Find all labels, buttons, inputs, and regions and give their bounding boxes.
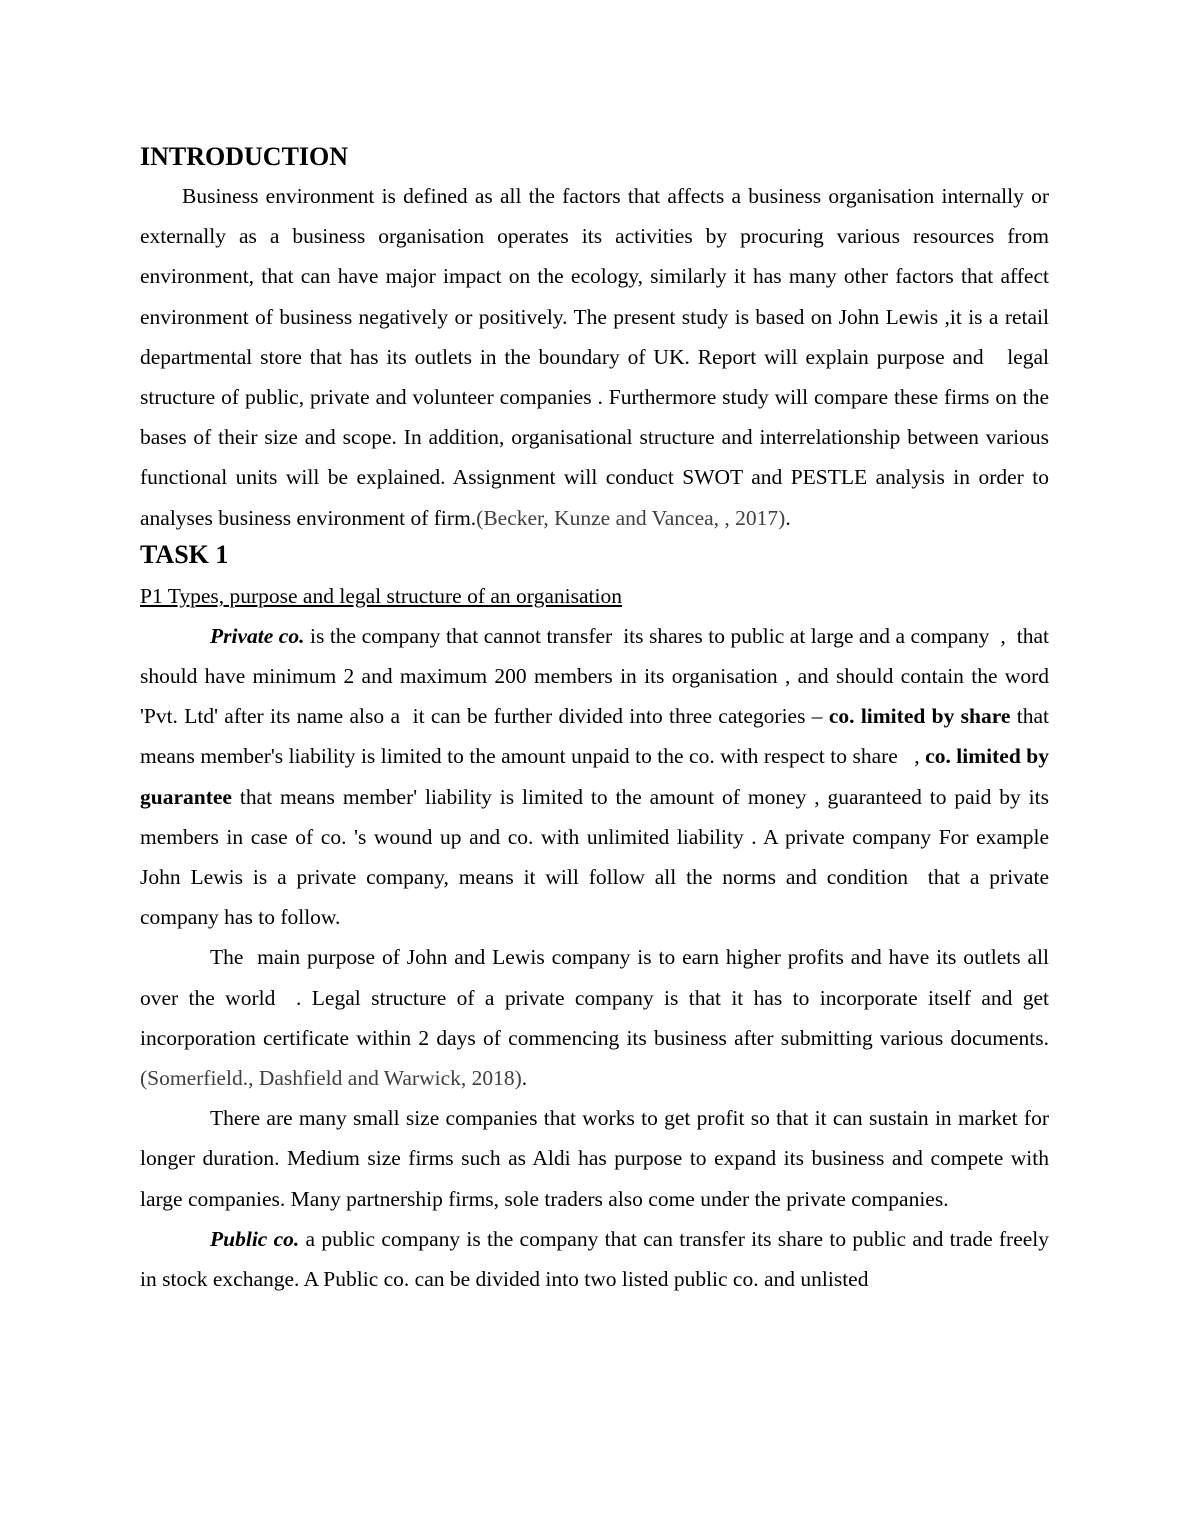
private-co-term: Private co. — [210, 623, 305, 648]
introduction-citation: (Becker, Kunze and Vancea, , 2017) — [476, 505, 786, 530]
small-firms-paragraph — [140, 1098, 1049, 1219]
introduction-text: Business environment is defined as all the factors that affects a business organisation internally or externally as a business organisation operates its activities by procuring various resources from environment, that can have major impact on the ecology, similarly it has many other factors that affect environment of business negatively or positively. The present study is based on John Lewis ,it is a retail departmental store that has its outlets in the boundary of UK. Report will explain purpose and legal structure of public, private and volunteer companies . Furthermore study will compare these firms on the bases of their size and scope. In addition, organisational structure and interrelationship between various functional units will be explained. Assignment will conduct SWOT and PESTLE analysis in order to analyses business environment of firm. — [140, 184, 1049, 530]
purpose-paragraph — [140, 937, 1049, 1098]
private-co-text-c: that means member' liability is limited to the amount of money , guaranteed to paid by its members in case of co. 's wound up and co. with unlimited liability . A private company For example John Lewis is a private company, means it will follow all the norms and condition that a private company has to follow. — [140, 784, 1049, 930]
private-co-text-b: that means member's liability is limited to the amount unpaid to the co. with respect to share , — [140, 704, 1049, 769]
task1-heading: TASK 1 — [140, 539, 229, 569]
public-co-term: Public co. — [210, 1226, 300, 1251]
public-co-paragraph — [140, 1219, 1049, 1299]
small-firms-text: There are many small size companies that works to get profit so that it can sustain in market for longer duration. Medium size firms such as Aldi has purpose to expand its business and compete with large companies. Many partnership firms, sole traders also come under the private companies. — [140, 1106, 1049, 1211]
public-co-text: a public company is the company that can transfer its share to public and trade freely in stock exchange. A Public co. can be divided into two listed public co. and unlisted — [140, 1226, 1050, 1292]
introduction-paragraph — [140, 176, 1049, 538]
private-co-paragraph — [140, 616, 1049, 938]
private-co-bold-share: co. limited by share — [828, 704, 1011, 729]
private-co-bold-guarantee: co. limited by guarantee — [140, 744, 1049, 809]
document-page — [140, 140, 1049, 1299]
task1-subheading: P1 Types, purpose and legal structure of an organisation — [140, 583, 622, 608]
purpose-citation: (Somerfield., Dashfield and Warwick, 2018) — [140, 1066, 522, 1091]
introduction-end: . — [785, 505, 791, 530]
introduction-heading: INTRODUCTION — [140, 142, 349, 171]
private-co-text-a: is the company that cannot transfer its shares to public at large and a company , that should have minimum 2 and maximum 200 members in its organisation , and should contain the word 'Pvt. Ltd' after its name also a it can be further divided into three categories – — [140, 623, 1049, 729]
purpose-end: . — [521, 1066, 528, 1091]
purpose-text: The main purpose of John and Lewis company is to earn higher profits and have its outlets all over the world . Legal structure of a private company is that it has to incorporate itself and get incorporation certificate within 2 days of commencing its business after submitting various documents. — [140, 945, 1049, 1050]
